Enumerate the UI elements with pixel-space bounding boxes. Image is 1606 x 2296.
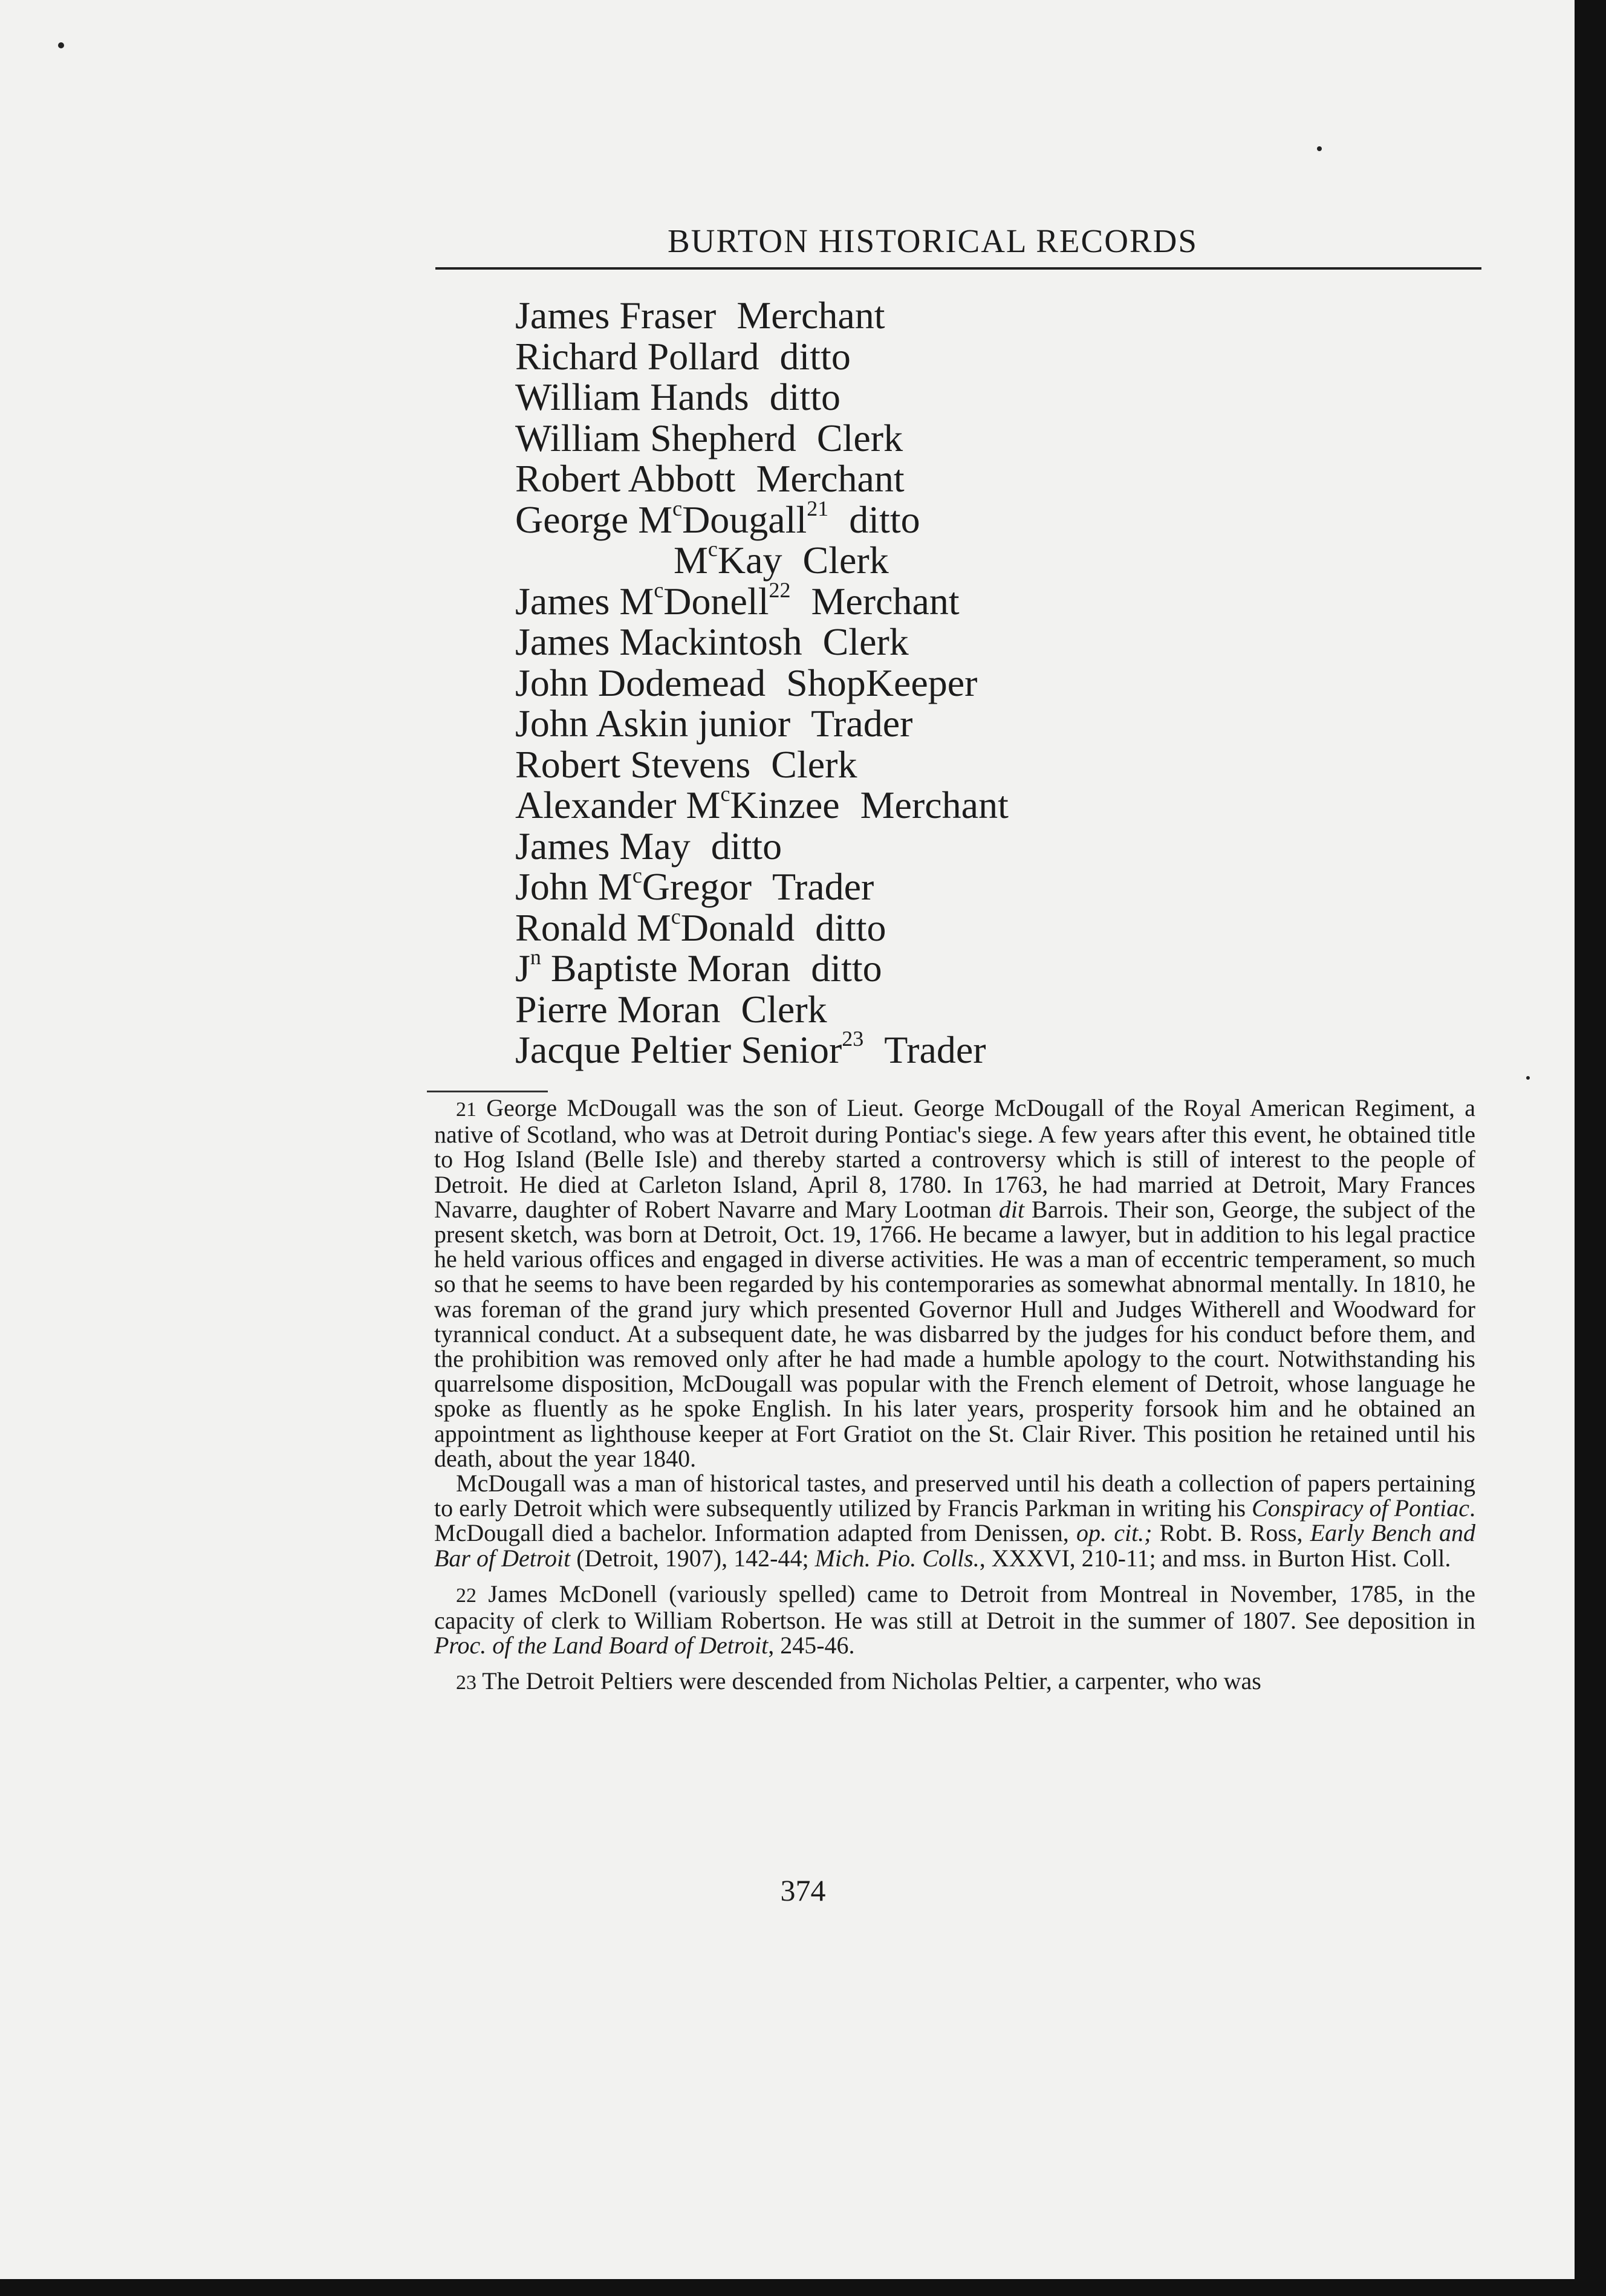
footnote-divider <box>427 1091 548 1092</box>
roster-name-suffix: Donald <box>680 906 795 949</box>
ink-speck <box>1526 1076 1530 1080</box>
roster-role: Merchant <box>860 783 1009 826</box>
footnote-21-continued <box>434 1471 1475 1571</box>
roster-name: Robert Abbott <box>515 457 736 500</box>
roster-name-prefix: J <box>515 947 530 990</box>
roster-name: John Askin junior <box>515 702 791 745</box>
footnote-ref: 23 <box>842 1026 864 1051</box>
roster-name-superscript: c <box>632 863 642 887</box>
footnote-italic: Proc. of the Land Board of Detroit <box>434 1632 769 1659</box>
page-number: 374 <box>780 1873 826 1907</box>
roster-role: Merchant <box>736 294 885 337</box>
footnote-italic: Mich. Pio. Colls. <box>814 1544 980 1572</box>
footnote-italic: Conspiracy of Pontiac <box>1252 1494 1469 1522</box>
roster-name: William Hands <box>515 375 749 418</box>
roster-name: Robert Stevens <box>515 742 751 786</box>
roster-list <box>515 295 1362 1071</box>
footnote-23 <box>434 1668 1475 1695</box>
roster-row <box>515 782 1362 826</box>
roster-name-superscript: c <box>720 782 730 806</box>
roster-name: James Fraser <box>515 294 717 337</box>
roster-role: ditto <box>710 824 782 867</box>
footnote-text: , XXXVI, 210-11; and mss. in Burton Hist. Coll. <box>979 1544 1451 1572</box>
roster-row <box>515 295 1362 336</box>
roster-name-suffix: Kay <box>717 539 782 582</box>
footnote-text: George McDougall was the son of Lieut. George McDougall of the Royal American Regiment, a native of Scotland, who was at Detroit during Pontiac's siege. A few years after this event, he obtained title to Hog Island (Belle Isle) and thereby started a controversy which is still of interest to the people of Detroit. He died at Carleton Island, April 8, 1780. In 1763, he had married at Detroit, Mary Frances Navarre, daughter of Robert Navarre and Mary Lootman <box>434 1094 1475 1223</box>
footnote-text: (Detroit, 1907), 142-44; <box>570 1544 815 1572</box>
footnote-text: Robt. B. Ross, <box>1152 1519 1310 1547</box>
roster-name-superscript: c <box>671 904 681 929</box>
roster-name <box>515 783 840 826</box>
roster-row <box>515 863 1362 908</box>
roster-name <box>515 1028 863 1071</box>
footnote-italic: dit <box>998 1195 1025 1223</box>
roster-name: John Dodemead <box>515 661 766 704</box>
roster-name: William Shepherd <box>515 416 796 459</box>
roster-role: ditto <box>769 375 841 418</box>
roster-role: ditto <box>849 498 920 541</box>
roster-row <box>515 1026 1362 1071</box>
ink-speck <box>58 42 64 48</box>
roster-name <box>515 906 795 949</box>
roster-role: Trader <box>811 702 913 745</box>
roster-row <box>515 496 1362 541</box>
roster-name-prefix: M <box>674 539 708 582</box>
roster-row <box>515 458 1362 499</box>
roster-row <box>515 377 1362 418</box>
roster-role: ditto <box>811 947 882 990</box>
footnote-number: 22 <box>456 1584 476 1607</box>
roster-name-text: Jacque Peltier Senior <box>515 1028 842 1071</box>
footnote-text: Barrois. Their son, George, the subject of the present sketch, was born at Detroit, Oct. 19, 1766. He became a lawyer, but in addition to his legal practice he held various offices and engaged in diverse activities. He was a man of eccentric temperament, so much so that he seems to have been regarded by his contemporaries as somewhat abnormal mentally. In 1810, he was foreman of the grand jury which presented Governor Hull and Judges Witherell and Woodward for tyrannical conduct. At a subsequent date, he was disbarred by the judges for his conduct before them, and the prohibition was removed only after he had made a humble apology to the court. Notwithstanding his quarrelsome disposition, McDougall was popular with the French element of Detroit, whose language he spoke as fluently as he spoke English. In his later years, prosperity forsook him and he obtained an appointment as lighthouse keeper at Fort Gratiot on the St. Clair River. This position he retained until his death, about the year 1840. <box>434 1195 1475 1472</box>
roster-row <box>515 904 1362 949</box>
footnote-text: , 245-46. <box>768 1632 855 1659</box>
roster-role: ditto <box>815 906 886 949</box>
footnote-text: . McDougall died a bachelor. Information adapted from Denissen, <box>434 1494 1475 1547</box>
roster-name-superscript: n <box>530 945 541 969</box>
roster-name <box>674 539 782 582</box>
roster-row <box>515 945 1362 990</box>
roster-name-prefix: Ronald M <box>515 906 671 949</box>
running-header-title: BURTON HISTORICAL RECORDS <box>668 222 1198 259</box>
footnote-number: 21 <box>456 1098 476 1121</box>
roster-row <box>515 663 1362 704</box>
footnote-22 <box>434 1581 1475 1658</box>
roster-row <box>515 621 1362 663</box>
roster-name: Richard Pollard <box>515 334 759 378</box>
footnote-text: McDougall was a man of historical tastes, and preserved until his death a collection of papers pertaining to early Detroit which were subsequently utilized by Francis Parkman in writing his <box>434 1470 1475 1522</box>
footnote-italic: op. cit.; <box>1076 1519 1152 1547</box>
footnote-number: 23 <box>456 1672 476 1694</box>
roster-role: Clerk <box>771 742 857 786</box>
roster-name-superscript: c <box>707 537 718 561</box>
footnote-text: James McDonell (variously spelled) came to Detroit from Montreal in November, 1785, in the capacity of clerk to William Robertson. He was still at Detroit in the summer of 1807. See deposition in <box>434 1580 1476 1635</box>
roster-name-suffix: Dougall <box>682 498 807 541</box>
running-header <box>435 220 1481 270</box>
roster-name-suffix: Donell <box>663 579 769 623</box>
roster-row <box>515 577 1362 623</box>
roster-role: Merchant <box>811 579 960 623</box>
roster-role: ShopKeeper <box>786 661 978 704</box>
roster-name-prefix: George M <box>515 498 673 541</box>
roster-name <box>515 947 790 990</box>
footnotes <box>434 1095 1475 1696</box>
roster-name-prefix: James M <box>515 579 654 623</box>
roster-name-prefix: Alexander M <box>515 783 721 826</box>
roster-name: James May <box>515 824 691 867</box>
roster-row <box>515 418 1362 459</box>
roster-name <box>515 498 828 541</box>
footnote-text: The Detroit Peltiers were descended from Nicholas Peltier, a carpenter, who was <box>482 1667 1261 1695</box>
roster-role: Clerk <box>741 987 827 1031</box>
roster-role: Clerk <box>816 416 903 459</box>
roster-role: Clerk <box>802 539 889 582</box>
footnote-ref: 21 <box>807 496 829 520</box>
roster-role: Trader <box>772 865 874 908</box>
roster-row <box>515 826 1362 867</box>
ink-speck <box>1317 146 1322 151</box>
footnote-italic: Early Bench and Bar of Detroit <box>434 1519 1475 1572</box>
roster-role: Clerk <box>822 620 909 663</box>
roster-row <box>515 537 1362 582</box>
roster-role: Trader <box>884 1028 986 1071</box>
roster-name-prefix: John M <box>515 865 632 908</box>
roster-name-suffix: Gregor <box>642 865 752 908</box>
roster-row <box>515 989 1362 1030</box>
roster-role: Merchant <box>756 457 905 500</box>
roster-row <box>515 703 1362 744</box>
roster-name-superscript: c <box>672 496 683 520</box>
roster-name-superscript: c <box>654 577 664 602</box>
roster-role: ditto <box>779 334 851 378</box>
roster-name: James Mackintosh <box>515 620 802 663</box>
roster-name <box>515 577 791 623</box>
roster-name-suffix: Baptiste Moran <box>541 947 791 990</box>
roster-name <box>515 865 752 908</box>
roster-row <box>515 336 1362 377</box>
roster-row <box>515 744 1362 785</box>
footnote-ref: 22 <box>769 577 791 602</box>
footnote-21 <box>434 1095 1475 1471</box>
roster-name: Pierre Moran <box>515 987 721 1031</box>
roster-name-suffix: Kinzee <box>730 783 840 826</box>
